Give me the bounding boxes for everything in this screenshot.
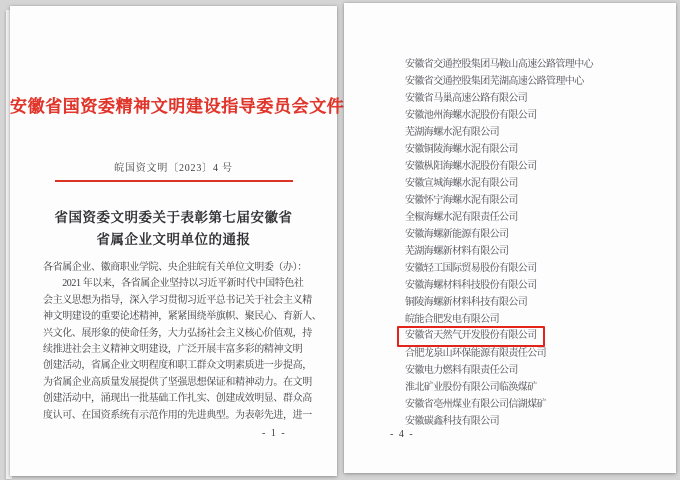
company-item: 安徽轻工国际贸易股份有限公司 bbox=[405, 263, 537, 274]
body-line: 兴文化、展形象的使命任务，大力弘扬社会主义核心价值观，持 bbox=[43, 327, 312, 339]
red-divider-line bbox=[55, 180, 293, 182]
company-item: 皖能合肥发电有限公司 bbox=[405, 314, 499, 325]
company-item: 安徽怀宁海螺水泥有限公司 bbox=[405, 195, 518, 206]
body-line: 会主义思想为指导，深入学习贯彻习近平总书记关于社会主义精 bbox=[43, 294, 312, 306]
company-item: 芜湖海螺新材料有限公司 bbox=[405, 246, 509, 257]
company-item: 安徽枞阳海螺水泥股份有限公司 bbox=[405, 161, 537, 172]
body-line: 创建活动，省属企业文明程度和职工群众文明素质进一步提高， bbox=[43, 360, 312, 372]
company-item: 合肥龙泉山环保能源有限责任公司 bbox=[405, 348, 546, 359]
company-item: 铜陵海螺新材料科技有限公司 bbox=[405, 297, 528, 308]
body-line: 神文明建设的重要论述精神，紧紧围绕举旗帜、聚民心、育新人、 bbox=[43, 311, 322, 323]
body-line: 为省属企业高质量发展提供了坚强思想保证和精神动力。在文明 bbox=[43, 376, 312, 388]
document-number: 皖国资文明〔2023〕4 号 bbox=[114, 163, 233, 174]
company-item: 安徽池州海螺水泥股份有限公司 bbox=[405, 110, 537, 121]
document-page-4 bbox=[344, 3, 676, 473]
company-item: 淮北矿业股份有限公司临涣煤矿 bbox=[405, 382, 537, 393]
notice-title bbox=[10, 207, 337, 251]
company-item: 安徽省马巢高速公路有限公司 bbox=[405, 93, 528, 104]
company-item: 安徽海螺新能源有限公司 bbox=[405, 229, 509, 240]
company-item: 安徽宣城海螺水泥有限公司 bbox=[405, 178, 518, 189]
company-item: 安徽海螺材料科技股份有限公司 bbox=[405, 280, 537, 291]
company-item: 安徽铜陵海螺水泥有限公司 bbox=[405, 144, 518, 155]
company-list bbox=[405, 56, 668, 430]
company-item: 安徽省交通控股集团马鞍山高速公路管理中心 bbox=[405, 59, 593, 70]
document-page-1 bbox=[10, 6, 345, 476]
page-number-1: - 1 - bbox=[262, 428, 287, 439]
body-line: 创建活动中，涌现出一批基础工作扎实、创建成效明显、群众高 bbox=[43, 393, 312, 405]
company-item: 安徽省亳州煤业有限公司信湖煤矿 bbox=[405, 399, 546, 410]
highlighted-company-red-box: 安徽省天然气开发股份有限公司 bbox=[397, 326, 545, 347]
body-line: 各省属企业、徽商职业学院、央企驻皖有关单位文明委（办）： bbox=[43, 262, 307, 273]
company-item: 安徽碳鑫科技有限公司 bbox=[405, 416, 499, 427]
company-item: 安徽省交通控股集团芜湖高速公路管理中心 bbox=[405, 76, 584, 87]
issuing-authority-title: 安徽省国资委精神文明建设指导委员会文件 bbox=[10, 97, 345, 116]
body-line: 2021 年以来，各省属企业坚持以习近平新时代中国特色社 bbox=[43, 278, 304, 290]
company-item: 芜湖海螺水泥有限公司 bbox=[405, 127, 499, 138]
body-paragraph bbox=[43, 260, 323, 424]
body-line: 续推进社会主义精神文明建设，广泛开展丰富多彩的精神文明 bbox=[43, 343, 303, 355]
notice-title-line1: 省国资委文明委关于表彰第七届安徽省 bbox=[54, 210, 293, 225]
notice-title-line2: 省属企业文明单位的通报 bbox=[96, 232, 251, 247]
company-item: 全椒海螺水泥有限责任公司 bbox=[405, 212, 518, 223]
company-item: 安徽电力燃料有限责任公司 bbox=[405, 365, 518, 376]
company-item bbox=[405, 328, 668, 345]
page-number-4: - 4 - bbox=[390, 429, 415, 440]
body-line: 度认可、在国资系统有示范作用的先进典型。为表彰先进，进一 bbox=[43, 409, 312, 421]
